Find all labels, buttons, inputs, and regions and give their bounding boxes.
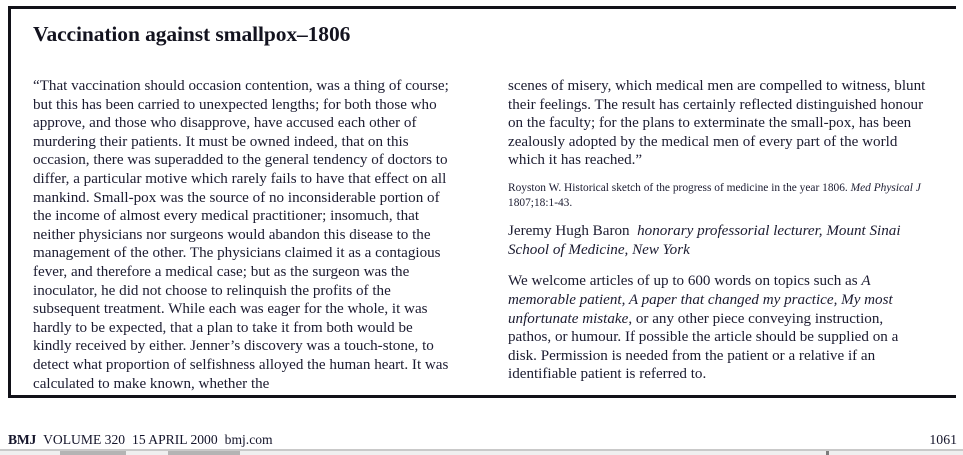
journal-title: BMJ [8,432,37,447]
author-byline [508,222,926,259]
page-number: 1061 [929,432,957,447]
quotation-paragraph-part-two: scenes of misery, which medical men are compelled to witness, blunt their feelings. The result has certainly reflected distinguished honour on the faculty; for the plans to exterminate the small-pox, has been zealously adopted by the medical men of every part of the world which it has reached.” [508,78,926,169]
quotation-paragraph-part-one: “That vaccination should occasion contention, was a thing of course; but this has been carried to unexpected lengths; for both those who approve, and those who disapprove, have accused each other of murdering their patients. It must be owned indeed, that on this occasion, there was superadded to the general tendency of doctors to differ, a particular motive which rarely fails to have that effect on all mankind. Small-pox was the source of no inconsiderable portion of the income of almost every medical practitioner; insomuch, that neither physicians nor surgeons would abandon this disease to the management of the other. The physicians claimed it as a contagious fever, and therefore a medical case; but as the surgeon was the inoculator, he did not choose to relinquish the profits of the subsequent treatment. While each was eager for the whole, it was hardly to be expected, that a plan to take it from both would be kindly received by either. Jenner’s discovery was a touch-stone, to detect what proportion of selfishness alloyed the human heart. It was calculated to make known, whether the [33,78,449,392]
scrollbar-divider [826,451,829,455]
invitation-example-titles: A memorable patient, A paper that changed my practice, My most unfortunate mistake [508,273,893,327]
citation-text-tail: 1807;18:1-43. [508,196,573,209]
footer-website[interactable]: bmj.com [224,432,273,447]
author-name: Jeremy Hugh Baron [508,223,630,240]
submission-invitation [508,272,926,384]
footer-volume: VOLUME 320 [43,432,126,447]
footer-journal-info [8,432,273,448]
article-content [33,17,946,391]
cropped-bottom-ui-strip [0,448,963,455]
article-frame [8,6,956,398]
page-title: Vaccination against smallpox–1806 [33,22,351,46]
scrollbar-thumb-left[interactable] [60,451,126,455]
invitation-lead-in: We welcome articles of up to 600 words on topics such as [508,273,862,290]
footer-date: 15 APRIL 2000 [132,432,218,447]
scrollbar-track[interactable] [0,451,963,455]
citation-text-lead: Royston W. Historical sketch of the progress of medicine in the year 1806. [508,181,851,194]
invitation-tail: , or any other piece conveying instruction, pathos, or humour. If possible the article should be supplied on a disk. Permission is needed from the patient or a relative if an identifiable patient is referred to. [508,310,899,383]
scrollbar-thumb-right[interactable] [168,451,240,455]
citation-journal-name: Med Physical J [850,181,921,194]
left-column [33,77,451,404]
right-column [508,77,926,404]
two-column-layout [33,77,946,404]
author-affiliation: honorary professorial lecturer, Mount Sinai School of Medicine, New York [508,223,901,258]
source-citation [508,181,926,210]
